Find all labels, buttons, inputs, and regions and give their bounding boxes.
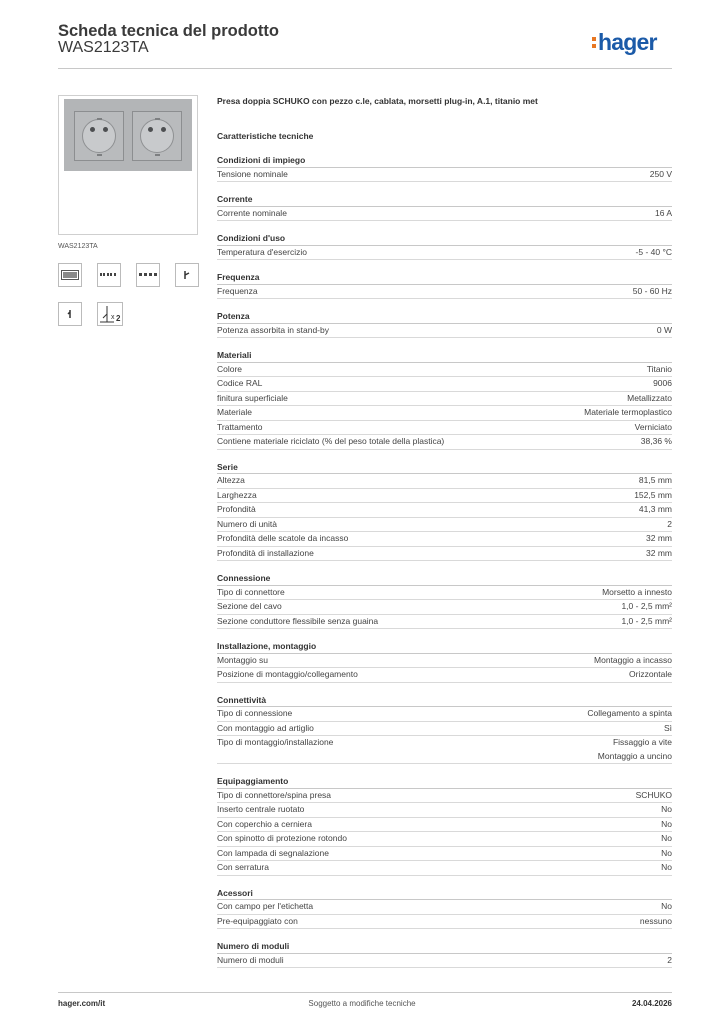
spec-section (217, 347, 672, 450)
spec-label: Con montaggio ad artiglio (217, 722, 314, 733)
spec-row (217, 207, 672, 222)
spec-label: Posizione di montaggio/collegamento (217, 669, 358, 679)
spec-section (217, 570, 672, 629)
spec-label: Inserto centrale ruotato (217, 804, 305, 814)
section-title: Acessori (217, 885, 672, 901)
spec-row (217, 377, 672, 392)
spec-row (217, 406, 672, 421)
spec-row (217, 847, 672, 862)
spec-value: 0 W (656, 324, 672, 335)
section-title: Potenza (217, 308, 672, 324)
footer-divider (58, 992, 672, 993)
spec-row (217, 168, 672, 183)
product-code: WAS2123TA (58, 39, 149, 56)
spec-value: Orizzontale (629, 669, 672, 679)
spec-label: Profondità delle scatole da incasso (217, 533, 349, 543)
spec-value: Verniciato (634, 421, 672, 432)
hager-logo[interactable] (592, 30, 657, 54)
spec-value: 9006 (653, 378, 672, 388)
spec-value: Titanio (646, 363, 672, 374)
spec-row (217, 668, 672, 683)
spec-section (217, 191, 672, 221)
spec-label: Profondità (217, 504, 256, 514)
section-title: Corrente (217, 191, 672, 207)
spec-value: 32 mm (646, 547, 672, 558)
spec-value: No (661, 901, 672, 911)
footer-note: Soggetto a modifiche tecniche (308, 999, 416, 1008)
spec-label: Con spinotto di protezione rotondo (217, 833, 347, 843)
spec-label: Montaggio su (217, 654, 269, 665)
spec-value: Metallizzato (627, 392, 672, 403)
spec-row (217, 736, 672, 764)
section-title: Installazione, montaggio (217, 638, 672, 654)
spec-value: 250 V (649, 168, 672, 179)
spec-label: Potenza assorbita in stand-by (217, 324, 329, 335)
spec-value: No (661, 818, 672, 829)
spec-value: 81,5 mm (638, 475, 672, 485)
section-title: Frequenza (217, 269, 672, 285)
spec-row (217, 489, 672, 504)
spec-value: 2 (667, 518, 672, 529)
spec-row (217, 915, 672, 930)
spec-value: No (661, 847, 672, 858)
spec-label: Tipo di montaggio/installazione (217, 737, 334, 747)
icon-count-label: 2 (116, 314, 121, 323)
spec-row (217, 518, 672, 533)
footer-website[interactable]: hager.com/it (58, 999, 106, 1008)
spec-row (217, 421, 672, 436)
spec-label: Con campo per l'etichetta (217, 901, 314, 911)
terminal-block-icon (136, 263, 160, 287)
spec-row (217, 654, 672, 669)
specs-heading: Caratteristiche tecniche (217, 131, 314, 141)
section-title: Materiali (217, 347, 672, 363)
spec-label: Frequenza (217, 285, 258, 296)
spec-value: 152,5 mm (634, 489, 672, 500)
spec-row (217, 363, 672, 378)
footer-date: 24.04.2026 (631, 999, 672, 1008)
section-title: Connettività (217, 692, 672, 708)
spec-value: 41,3 mm (638, 504, 672, 514)
image-caption: WAS2123TA (58, 243, 98, 250)
spec-value: 1,0 - 2,5 mm² (621, 601, 672, 611)
spec-row (217, 586, 672, 601)
spec-value: 2 (667, 954, 672, 965)
spec-row (217, 324, 672, 339)
spec-label: Larghezza (217, 489, 257, 500)
spec-label: Tipo di connessione (217, 708, 293, 718)
spec-value: 32 mm (646, 533, 672, 543)
spec-row (217, 285, 672, 300)
spec-row (217, 246, 672, 261)
logo-text: hager (598, 29, 657, 55)
spec-section (217, 152, 672, 182)
spec-section (217, 692, 672, 765)
spec-value: Morsetto a innesto (602, 586, 672, 597)
spec-value: Collegamento a spinta (587, 708, 672, 718)
spec-value: 1,0 - 2,5 mm² (621, 615, 672, 626)
height-dimension-icon (97, 302, 123, 326)
schuko-socket-symbol-icon (58, 263, 82, 287)
section-title: Condizioni d'uso (217, 230, 672, 246)
spec-row (217, 722, 672, 737)
product-image (58, 95, 198, 235)
spec-section (217, 885, 672, 930)
section-title: Condizioni di impiego (217, 152, 672, 168)
svg-text:x: x (111, 314, 115, 321)
spec-label: finitura superficiale (217, 392, 288, 403)
spec-label: Tipo di connettore/spina presa (217, 789, 332, 800)
spec-row (217, 818, 672, 833)
spec-label: Con coperchio a cerniera (217, 818, 312, 829)
spec-value: No (661, 804, 672, 814)
spec-label: Codice RAL (217, 378, 263, 388)
wall-mount-icon (58, 302, 82, 326)
spec-row (217, 547, 672, 562)
spec-value: 16 A (654, 207, 672, 218)
spec-row (217, 435, 672, 450)
page-title: Scheda tecnica del prodotto (58, 22, 279, 40)
spec-value: SCHUKO (635, 789, 672, 800)
section-title: Connessione (217, 570, 672, 586)
socket-plate (64, 99, 192, 171)
spec-label: Altezza (217, 475, 245, 485)
spec-value: Sì (663, 722, 672, 733)
spec-value: nessuno (639, 915, 672, 926)
spec-row (217, 600, 672, 615)
spec-label: Numero di unità (217, 518, 278, 529)
spec-sections (217, 152, 672, 977)
spec-value: Montaggio a incasso (594, 654, 672, 665)
spec-value: Fissaggio a vite Montaggio a uncino (597, 737, 672, 761)
product-description: Presa doppia SCHUKO con pezzo c.le, cablata, morsetti plug-in, A.1, titanio met (217, 96, 538, 106)
spec-row (217, 954, 672, 969)
section-title: Numero di moduli (217, 938, 672, 954)
spec-row (217, 803, 672, 818)
spec-section (217, 638, 672, 683)
section-title: Serie (217, 459, 672, 475)
spec-label: Contiene materiale riciclato (% del peso totale della plastica) (217, 436, 445, 446)
wiring-dots-icon (97, 263, 121, 287)
spec-value: -5 - 40 °C (635, 246, 672, 257)
spec-value: Materiale termoplastico (584, 407, 672, 417)
spec-row (217, 474, 672, 489)
spec-label: Sezione del cavo (217, 601, 282, 611)
section-title: Equipaggiamento (217, 773, 672, 789)
spec-value: 50 - 60 Hz (632, 285, 672, 296)
spec-row (217, 900, 672, 915)
spec-row (217, 832, 672, 847)
spec-value: No (661, 862, 672, 872)
spec-row (217, 789, 672, 804)
spec-row (217, 392, 672, 407)
spec-label: Sezione conduttore flessibile senza guaina (217, 615, 379, 626)
spec-row (217, 503, 672, 518)
spec-label: Materiale (217, 407, 252, 417)
spec-label: Numero di moduli (217, 954, 284, 965)
socket-left (74, 111, 124, 161)
spec-row (217, 532, 672, 547)
spec-row (217, 707, 672, 722)
spec-label: Con serratura (217, 862, 269, 872)
spec-section (217, 773, 672, 876)
spec-row (217, 615, 672, 630)
spec-label: Tipo di connettore (217, 586, 285, 597)
header-divider (58, 68, 672, 69)
spec-label: Con lampada di segnalazione (217, 847, 329, 858)
socket-right (132, 111, 182, 161)
spec-label: Tensione nominale (217, 168, 288, 179)
logo-dots-icon (592, 37, 596, 48)
spec-section (217, 230, 672, 260)
spec-label: Colore (217, 363, 243, 374)
spec-section (217, 269, 672, 299)
spec-value: 38,36 % (640, 436, 672, 446)
spec-label: Temperatura d'esercizio (217, 246, 307, 257)
spec-label: Profondità di installazione (217, 547, 314, 558)
claw-mount-icon (175, 263, 199, 287)
spec-section (217, 459, 672, 562)
spec-section (217, 308, 672, 338)
spec-value: No (661, 833, 672, 843)
spec-label: Corrente nominale (217, 207, 287, 218)
spec-label: Pre-equipaggiato con (217, 915, 298, 926)
spec-label: Trattamento (217, 421, 263, 432)
spec-row (217, 861, 672, 876)
spec-section (217, 938, 672, 968)
